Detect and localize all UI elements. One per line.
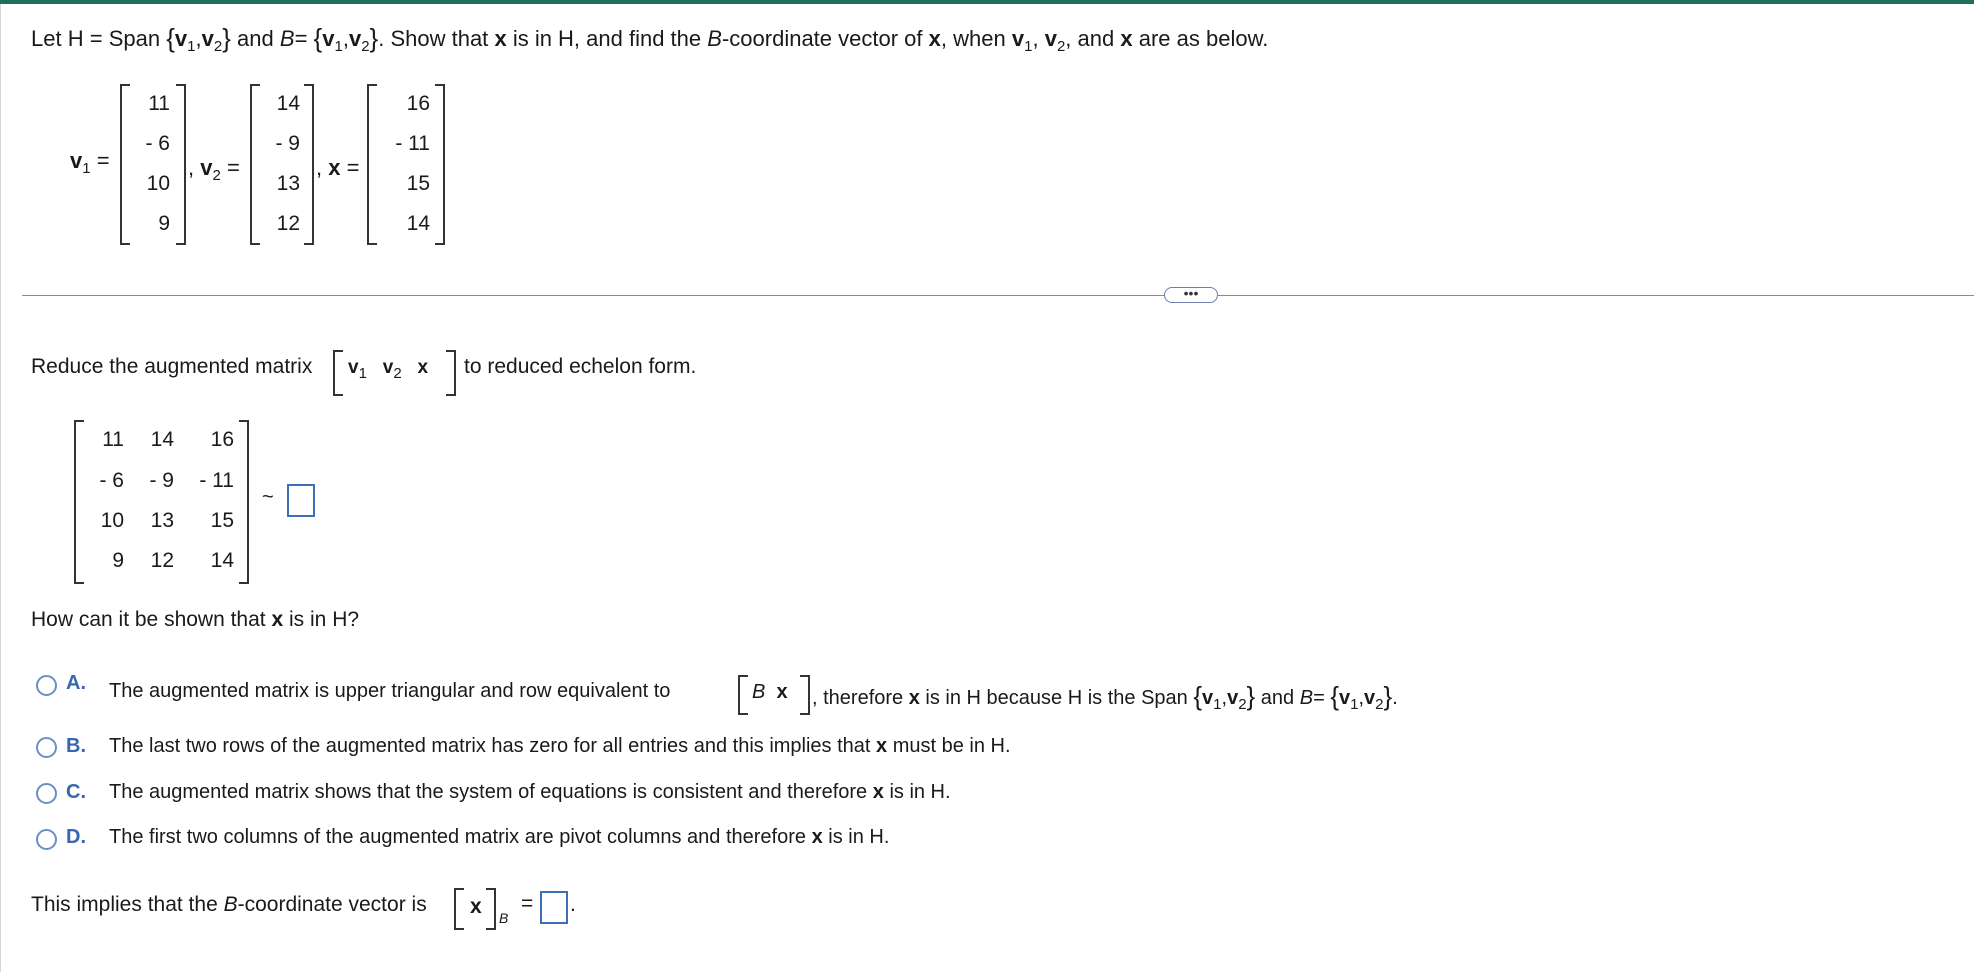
matrix-left-bracket: [74, 420, 84, 584]
question-prompt: Let H = Span $\{v_1,v_2\}$ and $B= \{v_1,v_2\}$. Show that x is in H, and find the B-coordinate vector of x, when $v_1$, $v_2$, and x are as below.: [31, 23, 1269, 55]
x-entry: 15: [406, 172, 430, 195]
option-d-text: The first two columns of the augmented matrix are pivot columns and therefore x is in H.: [109, 826, 890, 848]
matrix-cell: 13: [150, 509, 174, 532]
x-entry: 16: [406, 92, 430, 115]
v1-entry: 9: [158, 212, 170, 235]
v1-label: $v_1$ =: [70, 148, 110, 177]
option-c-radio[interactable]: [36, 783, 57, 804]
option-a-bx: B x: [752, 681, 788, 703]
matrix-cell: 15: [210, 509, 234, 532]
conclusion-x: x: [470, 895, 482, 918]
row-equivalent-tilde: ~: [262, 486, 274, 508]
how-question: How can it be shown that x is in H?: [31, 608, 360, 631]
v2-entry: 13: [276, 172, 300, 195]
x-right-bracket: [435, 84, 445, 245]
conclusion-left-bracket: [454, 888, 464, 930]
option-a-bx-left-bracket: [738, 675, 748, 715]
x-entry: - 11: [395, 132, 430, 155]
aug-label-cols: $v_1$ $v_2$ x: [348, 357, 429, 382]
v1-entry: - 6: [145, 132, 170, 155]
x-left-bracket: [367, 84, 377, 245]
show-more-button[interactable]: •••: [1164, 287, 1218, 303]
reduce-suffix: to reduced echelon form.: [464, 355, 697, 378]
v2-right-bracket: [304, 84, 314, 245]
option-d-radio[interactable]: [36, 829, 57, 850]
v1-right-bracket: [176, 84, 186, 245]
option-a-letter: A.: [66, 672, 86, 694]
reduced-matrix-answer-box[interactable]: [287, 484, 315, 517]
section-divider: [22, 295, 1974, 296]
v1-entry: 10: [146, 172, 170, 195]
matrix-cell: 14: [150, 428, 174, 451]
option-c-text: The augmented matrix shows that the system of equations is consistent and therefore x is in H.: [109, 781, 951, 803]
x-label: , x =: [316, 155, 360, 180]
aug-label-right-bracket: [446, 350, 456, 396]
left-border: [0, 4, 1, 972]
v1-entry: 11: [148, 92, 170, 115]
x-entry: 14: [406, 212, 430, 235]
reduce-prefix: Reduce the augmented matrix: [31, 355, 313, 378]
matrix-right-bracket: [239, 420, 249, 584]
option-b-text: The last two rows of the augmented matrix has zero for all entries and this implies that x must be in H.: [109, 735, 1011, 757]
matrix-cell: 16: [210, 428, 234, 451]
conclusion-equals: =: [521, 892, 534, 915]
matrix-cell: 10: [100, 509, 124, 532]
option-a-text-1: The augmented matrix is upper triangular and row equivalent to: [109, 680, 671, 702]
option-b-letter: B.: [66, 735, 86, 757]
conclusion-right-bracket: [486, 888, 496, 930]
aug-label-left-bracket: [333, 350, 343, 396]
matrix-cell: 14: [210, 549, 234, 572]
top-accent-bar: [0, 0, 1974, 4]
matrix-cell: - 9: [149, 469, 174, 492]
matrix-cell: 11: [102, 428, 124, 451]
conclusion-subscript: B: [499, 910, 509, 926]
option-c-letter: C.: [66, 781, 86, 803]
matrix-cell: - 11: [199, 469, 234, 492]
v2-entry: - 9: [275, 132, 300, 155]
matrix-cell: 12: [150, 549, 174, 572]
matrix-cell: 9: [112, 549, 124, 572]
option-a-radio[interactable]: [36, 675, 57, 696]
option-b-radio[interactable]: [36, 737, 57, 758]
v2-label: , $v_2$ =: [188, 155, 240, 184]
v2-entry: 14: [276, 92, 300, 115]
option-d-letter: D.: [66, 826, 86, 848]
matrix-cell: - 6: [99, 469, 124, 492]
option-a-bx-right-bracket: [800, 675, 810, 715]
coordinate-vector-answer-box[interactable]: [540, 891, 568, 924]
conclusion-period: .: [570, 893, 576, 916]
option-a-text-2: , therefore x is in H because H is the Span $\{v_1,v_2\}$ and $B= \{v_1,v_2\}$.: [812, 681, 1398, 713]
v2-entry: 12: [276, 212, 300, 235]
conclusion-text: This implies that the B-coordinate vector is: [31, 893, 427, 916]
